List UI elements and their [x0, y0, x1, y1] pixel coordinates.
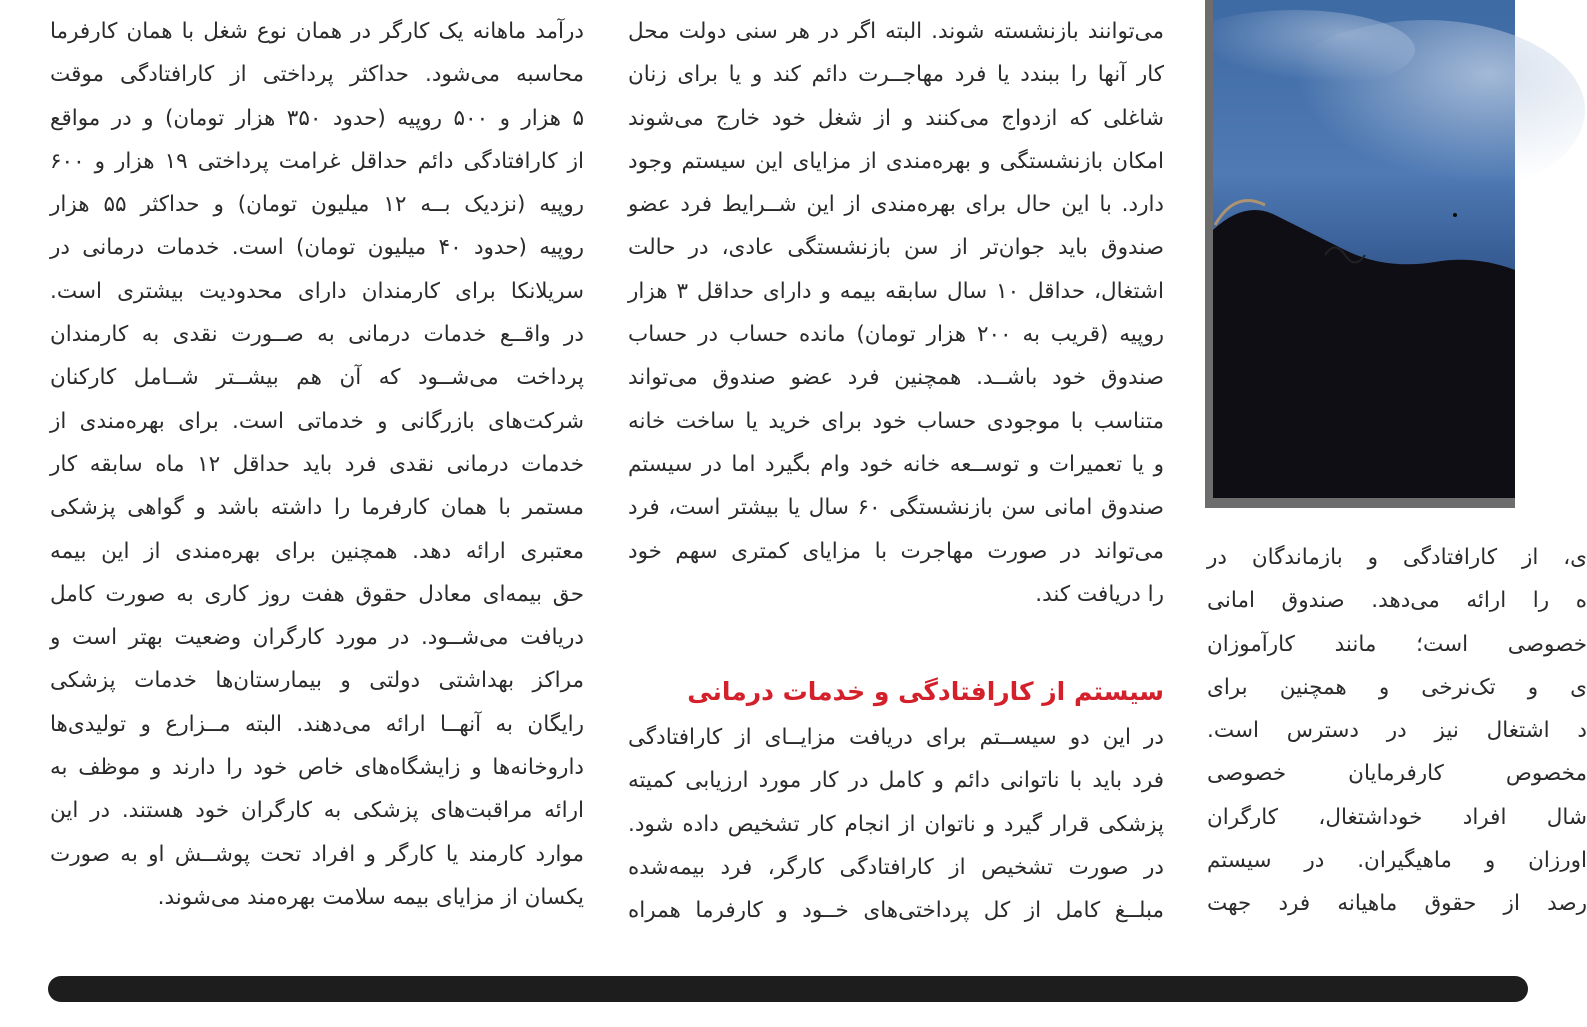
text-line: خصوصی است؛ مانند کارآموزان: [1207, 631, 1587, 657]
text-line: صندوق امانی سن بازنشستگی ۶۰ سال یا بیشتر است، فرد: [628, 495, 1164, 521]
text-line: صندوق باید جوان‌تر از سن بازنشستگی عادی، در حالت: [628, 235, 1164, 261]
text-line: در واقــع خدمات درمانی به صــورت نقدی به کارمندان: [50, 322, 584, 348]
night-sky-photo-icon: [1205, 0, 1515, 508]
text-line: در این دو سیســتم برای دریافت مزایــای از کارافتادگی: [628, 725, 1164, 750]
article-column-middle: [628, 10, 1164, 924]
text-line: داروخانه‌ها و زایشگاه‌های خاص خود را دارند و موظف به: [50, 755, 584, 781]
text-line: شاغلی که ازدواج می‌کنند و از شغل خود خارج می‌شوند: [628, 105, 1164, 131]
page-footer-rule: [48, 976, 1528, 1002]
text-line: و یا تعمیرات و توســعه خانه خود وام بگیرد اما در سیستم: [628, 451, 1164, 477]
text-line: ی، از کارافتادگی و بازماندگان در: [1207, 545, 1587, 570]
text-line: مستمر با همان کارفرما را داشته باشد و گواهی پزشکی: [50, 495, 584, 521]
section-heading: سیستم از کارافتادگی و خدمات درمانی: [687, 677, 1164, 706]
text-line: صندوق خود باشــد. همچنین فرد عضو صندوق می‌تواند: [628, 365, 1164, 391]
text-line: پرداخت می‌شــود که آن هم بیشــتر شــامل کارکنان: [50, 365, 584, 391]
text-line: د اشتغال نیز در دسترس است.: [1207, 718, 1587, 744]
text-line: از کارافتادگی دائم حداقل غرامت پرداختی ۱۹ هزار و ۶۰۰: [50, 148, 584, 174]
text-line: متناسب با موجودی حساب خود برای خرید یا ساخت خانه: [628, 408, 1164, 434]
text-line: روپیه (قریب به ۲۰۰ هزار تومان) مانده حساب در حساب: [628, 322, 1164, 348]
text-line: رایگان به آنهــا ارائه می‌دهند. البته مــزارع و تولیدی‌ها: [50, 711, 584, 737]
text-line: مراکز بهداشتی دولتی و بیمارستان‌ها خدمات پزشکی: [50, 668, 584, 694]
middle-column-section-paragraph: [628, 716, 1164, 932]
text-line: فرد باید با ناتوانی دائم و کامل در کار مورد ارزیابی کمیته: [628, 768, 1164, 794]
text-line: معتبری ارائه دهد. همچنین برای بهره‌مندی از این بیمه: [50, 538, 584, 564]
article-column-left: [50, 10, 584, 919]
text-line: یکسان از مزایای بیمه سلامت بهره‌مند می‌شوند.: [157, 884, 584, 910]
text-line: دریافت می‌شــود. در مورد کارگران وضعیت بهتر است و: [50, 625, 584, 651]
text-line: حق بیمه‌ای معادل حقوق هفت روز کاری به صورت کامل: [50, 581, 584, 607]
text-line: محاسبه می‌شود. حداکثر پرداختی از کارافتادگی موقت: [50, 62, 584, 88]
text-line: سریلانکا برای کارمندان دارای محدودیت بیشتری است.: [50, 278, 584, 304]
text-line: را دریافت کند.: [1035, 581, 1164, 607]
text-line: مخصوص کارفرمایان خصوصی: [1207, 761, 1587, 787]
text-line: اشتغال، حداقل ۱۰ سال سابقه بیمه و دارای حداقل ۳ هزار: [628, 278, 1164, 304]
text-line: ۵ هزار و ۵۰۰ روپیه (حدود ۳۵۰ هزار تومان) و در مواقع: [50, 105, 584, 131]
text-line: روپیه (نزدیک بــه ۱۲ میلیون تومان) و حداکثر ۵۵ هزار: [50, 192, 584, 218]
text-line: خدمات درمانی نقدی فرد باید حداقل ۱۲ ماه سابقه کار: [50, 451, 584, 477]
text-line: روپیه (حدود ۴۰ میلیون تومان) است. خدمات درمانی در: [50, 235, 584, 261]
text-line: ی و تک‌نرخی و همچنین برای: [1207, 674, 1587, 700]
middle-column-paragraph: [628, 10, 1164, 616]
text-line: شرکت‌های بازرگانی و خدماتی است. برای بهره‌مندی از: [50, 408, 584, 434]
text-line: امکان بازنشستگی و بهره‌مندی از مزایای این سیستم وجود: [628, 148, 1164, 174]
article-photo: [1205, 0, 1515, 508]
text-line: می‌تواند در صورت مهاجرت با مزایای کمتری سهم خود: [628, 538, 1164, 564]
text-line: درآمد ماهانه یک کارگر در همان نوع شغل با همان کارفرما: [50, 19, 584, 44]
text-line: ارائه مراقبت‌های پزشکی به کارگران خود هستند. در این: [50, 798, 584, 824]
text-line: می‌توانند بازنشسته شوند. البته اگر در هر سنی دولت محل: [628, 19, 1164, 44]
text-line: در صورت تشخیص از کارافتادگی کارگر، فرد بیمه‌شده: [628, 854, 1164, 880]
text-line: رصد از حقوق ماهیانه فرد جهت: [1207, 891, 1587, 917]
text-line: دارد. با این حال برای بهره‌مندی از این شــرایط فرد عضو: [628, 192, 1164, 218]
text-line: مبلــغ کامل از کل پرداختی‌های خــود و کارفرما همراه: [628, 898, 1164, 924]
text-line: اورزان و ماهیگیران. در سیستم: [1207, 848, 1587, 874]
text-line: پزشکی قرار گیرد و ناتوان از انجام کار تشخیص داده شود.: [628, 811, 1164, 837]
text-line: کار آنها را ببندد یا فرد مهاجــرت دائم کند و یا برای زنان: [628, 62, 1164, 88]
text-line: موارد کارمند یا کارگر و افراد تحت پوشــش او به صورت: [50, 841, 584, 867]
article-column-right: [1207, 536, 1587, 926]
text-line: ه را ارائه می‌دهد. صندوق امانی: [1207, 588, 1587, 614]
text-line: شال افراد خوداشتغال، کارگران: [1207, 804, 1587, 830]
